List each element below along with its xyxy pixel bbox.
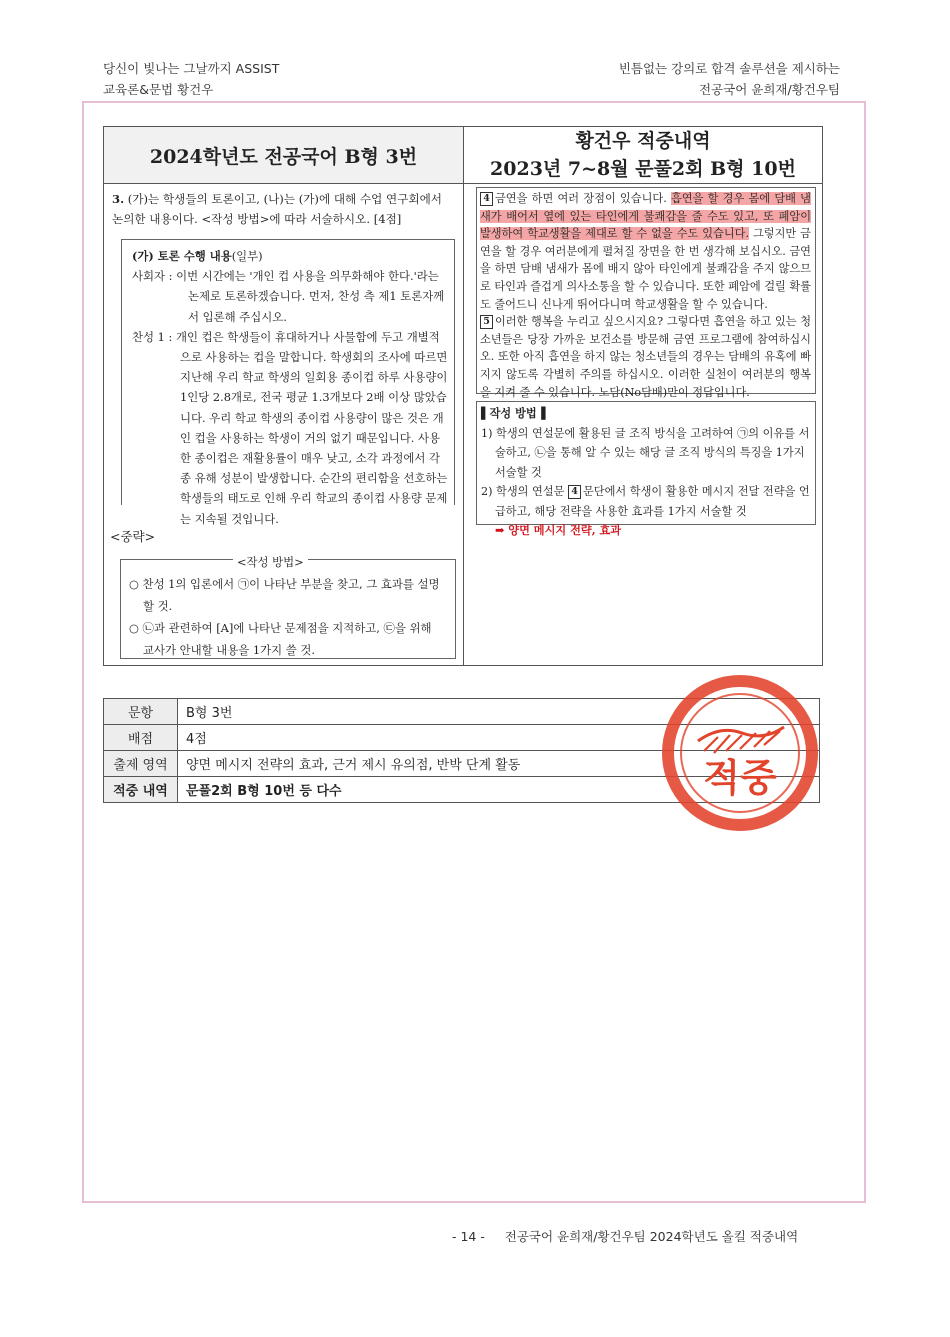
hit-stamp (660, 673, 820, 833)
header-subject: 교육론&문법 황건우 (103, 82, 214, 97)
writing-method-box (120, 555, 456, 659)
info-value: 양면 메시지 전략의 효과, 근거 제시 유의점, 반박 단계 활동 (178, 751, 820, 777)
match-header-source: 2023년 7~8월 문풀2회 B형 10번 (490, 158, 796, 180)
match-method-box (476, 401, 816, 537)
method-item: ○ ㉡과 관련하여 [A]에 나타난 문제점을 지적하고, ㉢을 위해 교사가 안내할 내용을 1가지 쓸 것. (129, 621, 432, 657)
question-prompt (112, 189, 454, 229)
paragraph-number-5: 5 (480, 315, 493, 329)
paragraph-5: 5 이러한 행복을 누리고 싶으시지요? 그렇다면 흡연을 하고 있는 청소년들은 당장 가까운 보건소를 방문해 금연 프로그램에 참여하십시오. 또한 아직 흡연을 하지 않는 청소년들의 경우는 담배의 유혹에 빠지지 않도록 각별히 주의를 하십시오. 이러한 실천이 여러분의 행복을 지켜 줄 수 있습니다. 노담(No담배)만이 정답입니다. (480, 315, 811, 399)
stamp-text: 적중 (703, 756, 777, 800)
header-team: 전공국어 윤희재/황건우팀 (698, 82, 840, 97)
method-item: ○ 찬성 1의 입론에서 ㉠이 나타난 부분을 찾고, 그 효과를 설명할 것. (129, 577, 440, 613)
paragraph-4: 4 금연을 하면 여러 장점이 있습니다. 흡연을 할 경우 몸에 담배 냄새가 배어서 옆에 있는 타인에게 불쾌감을 줄 수도 있고, 또 폐암이 발생하여 학교생활을 제대로 할 수 없을 수도 있습니다. 그렇지만 금연을 할 경우 여러분에게 펼쳐질 장면을 한 번 생각해 보십시오. 금연을 하면 담배 냄새가 몸에 배지 않아 타인에게 불쾌감을 주지 않으므로 타인과 즐겁게 의사소통을 할 수 있습니다. 또한 폐암에 걸릴 확률도 줄어드니 신나게 뛰어다니며 학교생활을 할 수 있습니다. (480, 192, 811, 311)
header-tagline: 빈틈없는 강의로 합격 솔루션을 제시하는 (618, 61, 840, 76)
speech-passage (476, 187, 816, 399)
match-header-title: 황건우 적중내역 (575, 130, 711, 152)
page-number: - 14 - (452, 1229, 485, 1244)
info-key: 문항 (104, 699, 178, 725)
question-number: 3. (112, 192, 125, 206)
paragraph-number-4: 4 (480, 192, 493, 206)
match-header (464, 127, 822, 183)
header-slogan: 당신이 빛나는 그날까지 ASSIST (103, 61, 280, 76)
highlighted-text: 흡연을 할 경우 몸에 담배 냄새가 배어서 옆에 있는 타인에게 불쾌감을 줄 수도 있고, 또 폐암이 발생하여 학교생활을 제대로 할 수 없을 수도 있습니다. (480, 192, 811, 241)
comparison-table (103, 126, 823, 666)
header-left (103, 58, 279, 100)
pro1-line: 찬성 1 : 개인 컵은 학생들이 휴대하거나 사물함에 두고 개별적으로 사용하는 컵을 말합니다. 학생회의 조사에 따르면 지난해 우리 학교 학생의 일회용 종이컵 하루 사용량이 1인당 2.8개로, 전국 평균 1.3개보다 2배 이상 많았습니다. 우리 학교 학생의 종이컵 사용량이 많은 것은 개인 컵을 사용하는 학생이 거의 없기 때문입니다. 사용한 종이컵은 재활용률이 매우 낮고, 소각 과정에서 각종 유해 성분이 발생합니다. 순간의 편리함을 선호하는 학생들의 태도로 인해 우리 학교의 종이컵 사용량 문제는 지속될 것입니다. (132, 329, 448, 526)
answer-note: ➡ 양면 메시지 전략, 효과 (495, 523, 622, 537)
page-footer (452, 1227, 798, 1245)
info-key: 배점 (104, 725, 178, 751)
info-value: B형 3번 (178, 699, 820, 725)
debate-box (121, 239, 455, 526)
info-key: 적중 내역 (104, 777, 178, 803)
exam-header: 2024학년도 전공국어 B형 3번 (104, 127, 463, 183)
info-value: 문풀2회 B형 10번 등 다수 (178, 777, 820, 803)
footer-text: 전공국어 윤희재/황건우팀 2024학년도 올킬 적중내역 (504, 1229, 799, 1244)
match-method-item-2: 2) 학생의 연설문 4 문단에서 학생이 활용한 메시지 전달 전략을 언급하고, 해당 전략을 사용한 효과를 1가지 서술할 것 (481, 485, 810, 518)
question-text: (가)는 학생들의 토론이고, (나)는 (가)에 대해 수업 연구회에서 논의한 내용이다. <작성 방법>에 따라 서술하시오. [4점] (112, 192, 443, 226)
match-method-item-1: 1) 학생의 연설문에 활용된 글 조직 방식을 고려하여 ㉠의 이유를 서술하고, ㉡을 통해 알 수 있는 해당 글 조직 방식의 특징을 1가지 서술할 것 (481, 426, 810, 479)
omitted-marker: <중략> (110, 529, 156, 544)
writing-method-title: <작성 방법> (233, 551, 308, 573)
debate-box-title: (가) 토론 수행 내용(일부) (132, 249, 263, 263)
info-value: 4점 (178, 725, 820, 751)
match-method-title: ▌작성 방법▐ (481, 406, 546, 420)
info-key: 출제 영역 (104, 751, 178, 777)
moderator-line: 사회자 : 이번 시간에는 '개인 컵 사용을 의무화해야 한다.'라는 논제로 토론하겠습니다. 먼저, 찬성 측 제1 토론자께서 입론해 주십시오. (132, 269, 445, 324)
stamp-seal (668, 681, 812, 825)
header-right (619, 58, 840, 100)
